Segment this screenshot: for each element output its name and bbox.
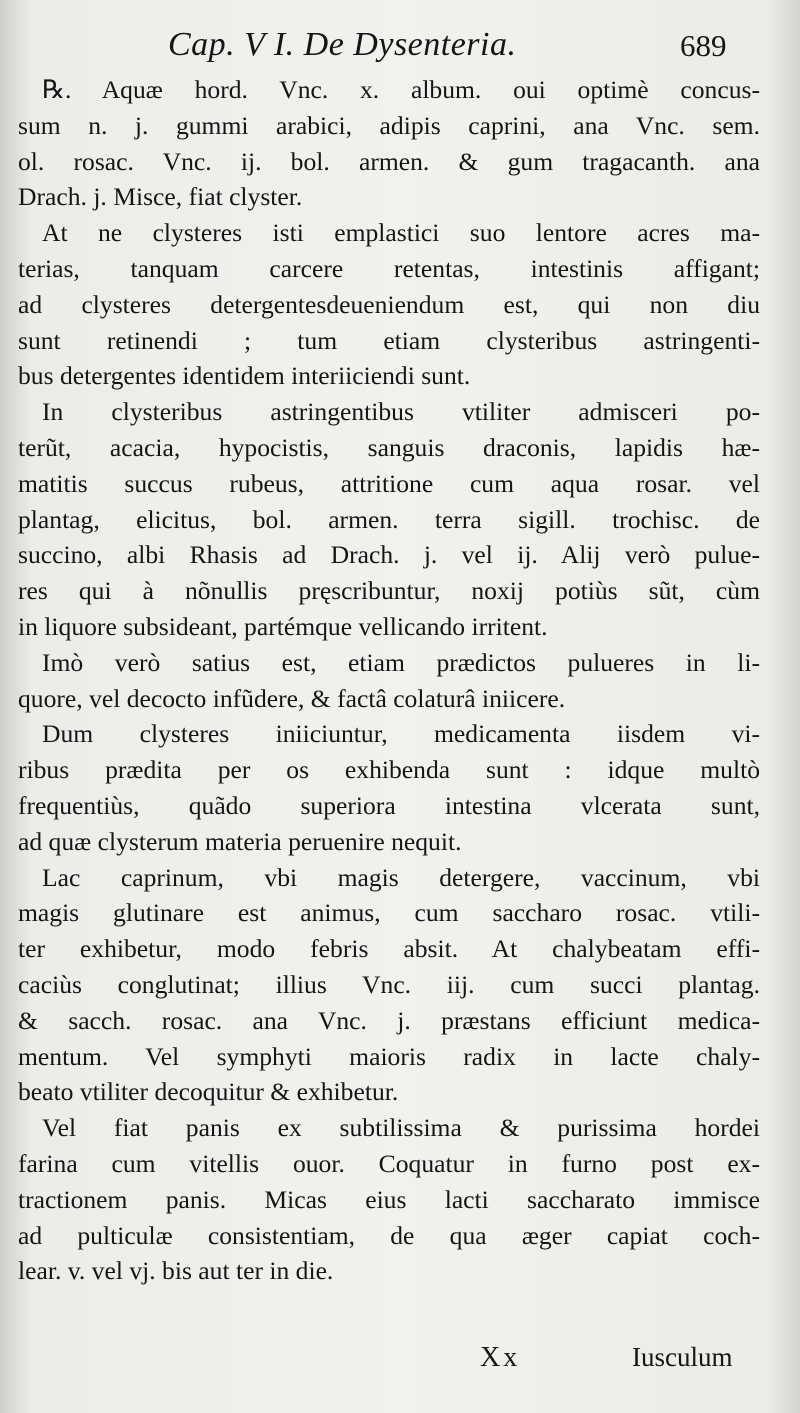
page-header xyxy=(0,18,800,78)
text-line: Imò verò satius est, etiam prædictos pulueres in li- xyxy=(42,647,760,677)
text-line: mentum. Vel symphyti maioris radix in lacte chaly- xyxy=(18,1041,760,1071)
text-line: frequentiùs, quãdo superiora intestina vlcerata sunt, xyxy=(18,790,760,820)
text-line: quore, vel decocto infũdere, & factâ colaturâ iniicere. xyxy=(18,683,566,713)
text-line: sunt retinendi ; tum etiam clysteribus astringenti- xyxy=(18,325,760,355)
text-line: & sacch. rosac. ana Vnc. j. præstans efficiunt medica- xyxy=(18,1005,760,1035)
text-line: ad quæ clysterum materia peruenire nequit. xyxy=(18,826,462,856)
text-line: ℞. Aquæ hord. Vnc. x. album. oui optimè concus- xyxy=(42,75,760,104)
text-line: bus detergentes identidem interiiciendi sunt. xyxy=(18,361,471,391)
text-line: magis glutinare est animus, cum saccharo rosac. vtili- xyxy=(18,898,760,928)
text-line: plantag, elicitus, bol. armen. terra sigill. trochisc. de xyxy=(18,504,760,534)
paragraph xyxy=(18,860,760,1111)
text-line: ol. rosac. Vnc. ij. bol. armen. & gum tragacanth. ana xyxy=(18,146,760,176)
text-line: lear. v. vel vj. bis aut ter in die. xyxy=(18,1256,334,1286)
text-line: ad clysteres detergentesdeueniendum est, qui non diu xyxy=(18,289,760,319)
paragraph xyxy=(18,1110,760,1289)
text-line: in liquore subsideant, partémque vellicando irritent. xyxy=(18,611,548,641)
text-line: Lac caprinum, vbi magis detergere, vaccinum, vbi xyxy=(42,862,760,892)
text-line: succino, albi Rhasis ad Drach. j. vel ij. Alij verò pulue- xyxy=(18,540,760,570)
paragraph xyxy=(18,645,760,717)
paragraph xyxy=(18,72,760,215)
text-line: ribus prædita per os exhibenda sunt : idque multò xyxy=(18,755,760,785)
text-line: sum n. j. gummi arabici, adipis caprini, ana Vnc. sem. xyxy=(18,110,760,140)
catchword: Iusculum xyxy=(632,1342,733,1372)
text-line: terũt, acacia, hypocistis, sanguis draconis, lapidis hæ- xyxy=(18,432,760,462)
running-title: Cap. V I. De Dysenteria. xyxy=(168,26,517,63)
text-line: Vel fiat panis ex subtilissima & purissima hordei xyxy=(42,1113,760,1143)
text-line: Drach. j. Misce, fiat clyster. xyxy=(18,182,303,212)
text-line: beato vtiliter decoquitur & exhibetur. xyxy=(18,1077,399,1107)
text-line: tractionem panis. Micas eius lacti saccharato immisce xyxy=(18,1184,760,1214)
text-line: ad pulticulæ consistentiam, de qua æger capiat coch- xyxy=(18,1220,760,1250)
page-footer xyxy=(0,1338,800,1388)
paragraph xyxy=(18,215,760,394)
text-line: Dum clysteres iniiciuntur, medicamenta iisdem vi- xyxy=(42,719,760,749)
text-line: res qui à nõnullis pręscribuntur, noxij potiùs sũt, cùm xyxy=(18,576,760,606)
page-number: 689 xyxy=(680,28,727,63)
paragraph xyxy=(18,394,760,645)
text-line: matitis succus rubeus, attritione cum aqua rosar. vel xyxy=(18,468,760,498)
text-line: terias, tanquam carcere retentas, intestinis affigant; xyxy=(18,253,760,283)
text-line: caciùs conglutinat; illius Vnc. iij. cum succi plantag. xyxy=(18,969,760,999)
signature-mark: Xx xyxy=(480,1342,521,1373)
text-line: In clysteribus astringentibus vtiliter admisceri po- xyxy=(42,397,760,427)
text-line: At ne clysteres isti emplastici suo lentore acres ma- xyxy=(42,218,760,248)
text-line: farina cum vitellis ouor. Coquatur in furno post ex- xyxy=(18,1148,760,1178)
body-text xyxy=(18,72,760,1289)
text-line: ter exhibetur, modo febris absit. At chalybeatam effi- xyxy=(18,934,760,964)
paragraph xyxy=(18,716,760,859)
